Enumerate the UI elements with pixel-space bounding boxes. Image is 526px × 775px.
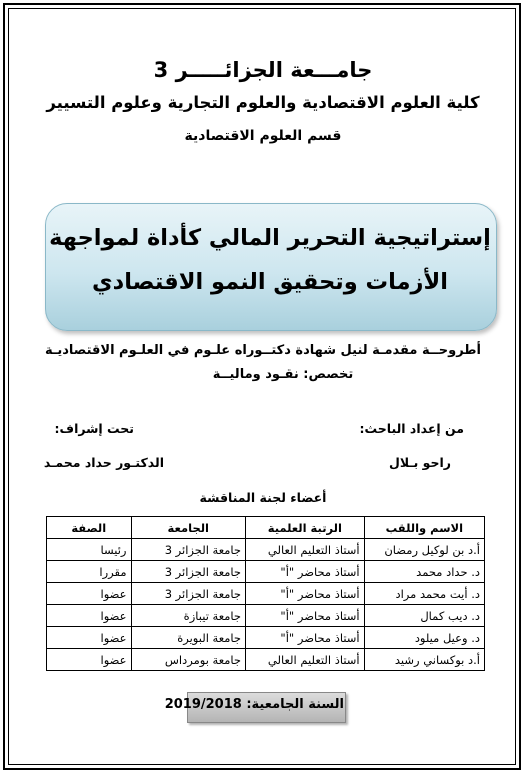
header-university: الجامعة xyxy=(131,517,246,539)
thesis-title-line-1: إستراتيجية التحرير المالي كأداة لمواجهة xyxy=(49,225,491,251)
member-role: عضوا xyxy=(47,605,132,627)
table-row xyxy=(47,627,485,649)
member-role: رئيسا xyxy=(47,539,132,561)
table-row xyxy=(47,539,485,561)
member-name: أ.د بن لوكيل رمضان xyxy=(364,539,484,561)
header-rank: الرتبة العلمية xyxy=(246,517,365,539)
table-row xyxy=(47,561,485,583)
table-row xyxy=(47,583,485,605)
member-name: د. أيت محمد مراد xyxy=(364,583,484,605)
member-role: عضوا xyxy=(47,649,132,671)
member-role: عضوا xyxy=(47,583,132,605)
member-rank: أستاذ محاضر "أ" xyxy=(246,627,365,649)
member-name: د. ديب كمال xyxy=(364,605,484,627)
title-box xyxy=(45,203,497,331)
thesis-title-line-2: الأزمات وتحقيق النمو الاقتصادي xyxy=(92,269,448,295)
member-role: عضوا xyxy=(47,627,132,649)
member-university: جامعة الجزائر 3 xyxy=(131,561,246,583)
university-name: جامـــعة الجزائـــــر 3 xyxy=(153,58,373,82)
table-header-row xyxy=(47,517,485,539)
member-university: جامعة بومرداس xyxy=(131,649,246,671)
member-rank: أستاذ محاضر "أ" xyxy=(246,583,365,605)
member-name: د. حداد محمد xyxy=(364,561,484,583)
member-rank: أستاذ التعليم العالي xyxy=(246,649,365,671)
member-name: أ.د بوكساني رشيد xyxy=(364,649,484,671)
supervised-by-label: تحت إشراف: xyxy=(54,421,134,436)
member-university: جامعة الجزائر 3 xyxy=(131,539,246,561)
faculty-name: كلية العلوم الاقتصادية والعلوم التجارية وعلوم التسيير xyxy=(46,93,480,112)
header-name: الاسم واللقب xyxy=(364,517,484,539)
table-row xyxy=(47,649,485,671)
thesis-statement: أطروحــة مقدمـة لنيل شهادة دكتــوراه علـوم في العلـوم الاقتصاديـة xyxy=(45,343,481,358)
committee-table xyxy=(46,516,485,671)
table-row xyxy=(47,605,485,627)
author-name: راحو بـلال xyxy=(389,455,451,470)
header-role: الصفة xyxy=(47,517,132,539)
member-role: مقررا xyxy=(47,561,132,583)
academic-year: السنة الجامعية: 2019/2018 xyxy=(164,697,344,712)
member-university: جامعة الجزائر 3 xyxy=(131,583,246,605)
member-rank: أستاذ محاضر "أ" xyxy=(246,605,365,627)
committee-title: أعضاء لجنة المناقشة xyxy=(199,490,327,505)
department-name: قسم العلوم الاقتصادية xyxy=(184,128,342,144)
member-rank: أستاذ التعليم العالي xyxy=(246,539,365,561)
member-rank: أستاذ محاضر "أ" xyxy=(246,561,365,583)
specialization: تخصص: نقـود وماليــة xyxy=(212,367,354,382)
member-university: جامعة تيبازة xyxy=(131,605,246,627)
member-name: د. وعيل ميلود xyxy=(364,627,484,649)
prepared-by-label: من إعداد الباحث: xyxy=(359,421,464,436)
member-university: جامعة البويرة xyxy=(131,627,246,649)
supervisor-name: الدكتـور حداد محمـد xyxy=(43,455,164,470)
